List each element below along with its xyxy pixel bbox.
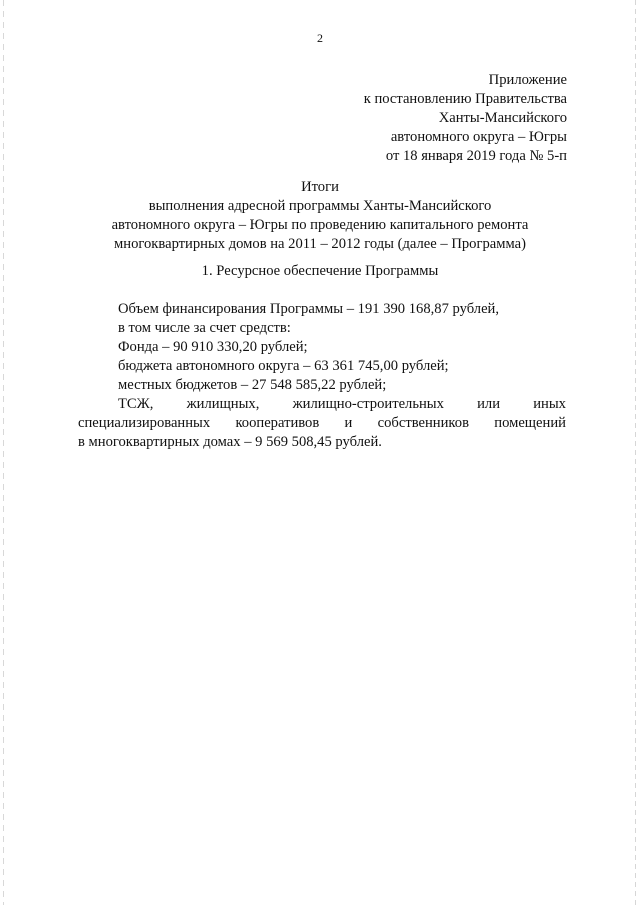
word: жилищно-строительных [292,396,444,412]
appendix-line: Приложение [488,72,567,88]
title-line: выполнения адресной программы Ханты-Мансийского [148,198,492,214]
page-number: 2 [317,31,323,45]
funding-others-line-2 [78,414,566,433]
scan-edge-right [635,0,636,905]
funding-others-line-3: в многоквартирных домах – 9 569 508,45 рублей. [78,434,382,450]
word: или [477,396,501,412]
word: жилищных, [186,396,260,412]
title-heading: Итоги [301,179,339,195]
word: собственников [377,415,469,431]
word: ТСЖ, [118,396,154,412]
funding-total: Объем финансирования Программы – 191 390 168,87 рублей, [118,301,500,317]
funding-others-line-1 [78,395,566,414]
word: специализированных [78,415,211,431]
word: иных [533,396,566,412]
appendix-block [364,71,567,166]
document-title [0,178,640,254]
appendix-line: Ханты-Мансийского [438,110,567,126]
funding-including: в том числе за счет средств: [118,320,291,336]
appendix-line: от 18 января 2019 года № 5-п [385,148,567,164]
section-heading: 1. Ресурсное обеспечение Программы [201,263,439,279]
title-line: многоквартирных домов на 2011 – 2012 годы (далее – Программа) [114,236,526,252]
funding-paragraph [78,300,566,452]
appendix-line: автономного округа – Югры [390,129,567,145]
scan-edge-left [3,0,4,905]
word: кооперативов [235,415,320,431]
funding-local-budgets: местных бюджетов – 27 548 585,22 рублей; [118,377,387,393]
word: и [344,415,353,431]
title-line: автономного округа – Югры по проведению капитального ремонта [111,217,529,233]
appendix-line: к постановлению Правительства [363,91,567,107]
funding-fund: Фонда – 90 910 330,20 рублей; [118,339,308,355]
word: помещений [494,415,566,431]
funding-district-budget: бюджета автономного округа – 63 361 745,00 рублей; [118,358,449,374]
